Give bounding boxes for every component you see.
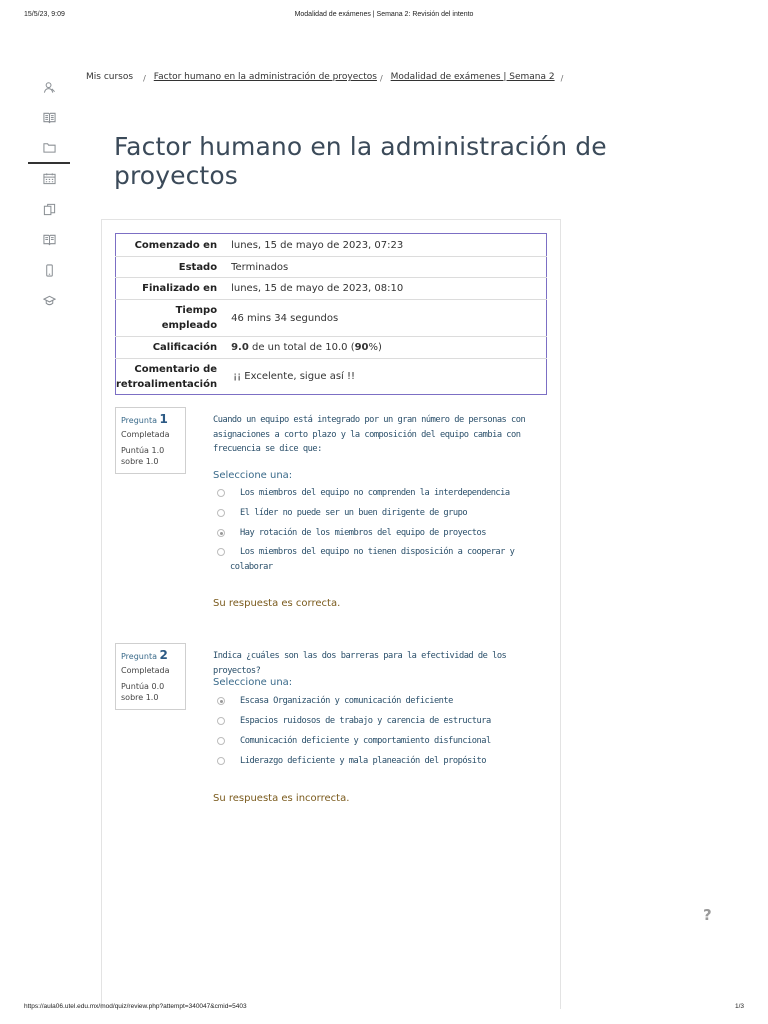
radio-button[interactable] [217, 548, 225, 556]
summary-label: Finalizado en [116, 278, 226, 300]
question-text: Cuando un equipo está integrado por un gran número de personas con asignaciones a corto plazo y la composición del equipo cambia con frecuencia se dice que: [213, 415, 526, 454]
nav-item-grades[interactable] [28, 286, 70, 317]
question-points: Puntúa 0.0 sobre 1.0 [121, 682, 165, 702]
breadcrumb-item-course[interactable]: Factor humano en la administración de proyectos [153, 72, 377, 82]
question-points: Puntúa 1.0 sobre 1.0 [121, 446, 165, 466]
nav-item-courses[interactable] [28, 103, 70, 134]
summary-label: Comentario de retroalimentación [116, 359, 226, 395]
nav-rail [28, 72, 70, 316]
help-button[interactable]: ? [703, 906, 712, 924]
radio-button-selected[interactable] [217, 697, 225, 705]
answer-label: El líder no puede ser un buen dirigente de grupo [240, 508, 468, 518]
summary-row-feedback [116, 359, 547, 395]
answer-option[interactable] [217, 694, 547, 709]
summary-row-state [116, 257, 547, 278]
answer-option[interactable] [217, 714, 547, 729]
question-state: Completada [121, 430, 170, 439]
answer-label: Liderazgo deficiente y mala planeación del propósito [240, 756, 486, 766]
question-info [115, 643, 186, 710]
summary-value: lunes, 15 de mayo de 2023, 08:10 [225, 278, 546, 300]
grade-percent-sign: %) [368, 342, 382, 353]
radio-button[interactable] [217, 509, 225, 517]
summary-value: ¡¡ Excelente, sigue así !! [225, 359, 546, 395]
answer-feedback: Su respuesta es incorrecta. [213, 793, 350, 804]
grade-percent: 90 [354, 342, 369, 353]
breadcrumb-item-my-courses[interactable]: Mis cursos [86, 72, 134, 82]
summary-label: Calificación [116, 337, 226, 359]
print-header [24, 11, 744, 21]
radio-button[interactable] [217, 737, 225, 745]
print-footer [24, 1003, 744, 1013]
summary-row-grade [116, 337, 547, 359]
grade-total: de un total de 10.0 ( [248, 342, 355, 353]
breadcrumb [86, 72, 571, 82]
summary-value: 46 mins 34 segundos [225, 300, 546, 337]
mobile-icon [43, 264, 56, 277]
breadcrumb-separator: / [143, 74, 146, 83]
book-icon [43, 111, 56, 124]
question-state: Completada [121, 666, 170, 675]
print-url: https://aula06.utel.edu.mx/mod/quiz/review.php?attempt=340047&cmid=5403 [24, 1003, 247, 1010]
breadcrumb-item-quiz[interactable]: Modalidad de exámenes | Semana 2 [390, 72, 555, 82]
nav-item-files[interactable] [28, 133, 70, 164]
summary-value [225, 337, 546, 359]
nav-item-calendar[interactable] [28, 164, 70, 195]
answer-option[interactable] [217, 545, 517, 575]
summary-row-finished [116, 278, 547, 300]
summary-label: Comenzado en [134, 239, 218, 251]
answer-label: Espacios ruidosos de trabajo y carencia de estructura [240, 716, 491, 726]
graduation-cap-icon [43, 294, 56, 307]
summary-label: Tiempo empleado [116, 300, 226, 337]
nav-item-library[interactable] [28, 225, 70, 256]
question-number: Pregunta 1 [121, 412, 168, 426]
summary-value: Terminados [225, 257, 546, 278]
answer-option[interactable] [217, 754, 547, 769]
radio-button[interactable] [217, 757, 225, 765]
answer-label: Escasa Organización y comunicación deficiente [240, 696, 453, 706]
library-icon [43, 233, 56, 246]
nav-item-profile[interactable] [28, 72, 70, 103]
summary-row-started [116, 234, 547, 257]
answer-prompt: Seleccione una: [213, 470, 293, 481]
user-icon [43, 81, 56, 94]
radio-button-selected[interactable] [217, 529, 225, 537]
print-title: Modalidad de exámenes | Semana 2: Revisión del intento [294, 11, 474, 18]
print-date: 15/5/23, 9:09 [24, 11, 65, 18]
question-info [115, 407, 186, 474]
page-title: Factor humano en la administración de proyectos [114, 132, 607, 190]
answer-prompt: Seleccione una: [213, 677, 293, 688]
summary-value: lunes, 15 de mayo de 2023, 07:23 [231, 239, 404, 251]
answer-option[interactable] [217, 526, 547, 541]
answer-option[interactable] [217, 506, 547, 521]
calendar-icon [43, 172, 56, 185]
summary-row-time [116, 300, 547, 337]
radio-button[interactable] [217, 489, 225, 497]
print-page-number: 1/3 [734, 1003, 744, 1010]
breadcrumb-separator: / [379, 74, 383, 83]
grade-score: 9.0 [231, 342, 249, 353]
radio-button[interactable] [217, 717, 225, 725]
folder-icon [43, 141, 56, 154]
nav-item-mobile[interactable] [28, 255, 70, 286]
summary-label: Estado [116, 257, 226, 278]
answer-label: Comunicación deficiente y comportamiento disfuncional [240, 736, 491, 746]
answer-option[interactable] [217, 486, 547, 501]
answer-option[interactable] [217, 734, 547, 749]
nav-item-documents[interactable] [28, 194, 70, 225]
question-number: Pregunta 2 [121, 648, 168, 662]
attempt-summary-table [115, 233, 547, 395]
answer-label: Los miembros del equipo no comprenden la interdependencia [240, 488, 510, 498]
breadcrumb-separator: / [560, 74, 564, 83]
answer-label: Los miembros del equipo no tienen disposición a cooperar y colaborar [230, 547, 515, 572]
answer-feedback: Su respuesta es correcta. [213, 598, 341, 609]
copy-icon [43, 203, 56, 216]
answer-label: Hay rotación de los miembros del equipo de proyectos [240, 528, 486, 538]
question-text: Indica ¿cuáles son las dos barreras para la efectividad de los proyectos? [213, 651, 507, 676]
